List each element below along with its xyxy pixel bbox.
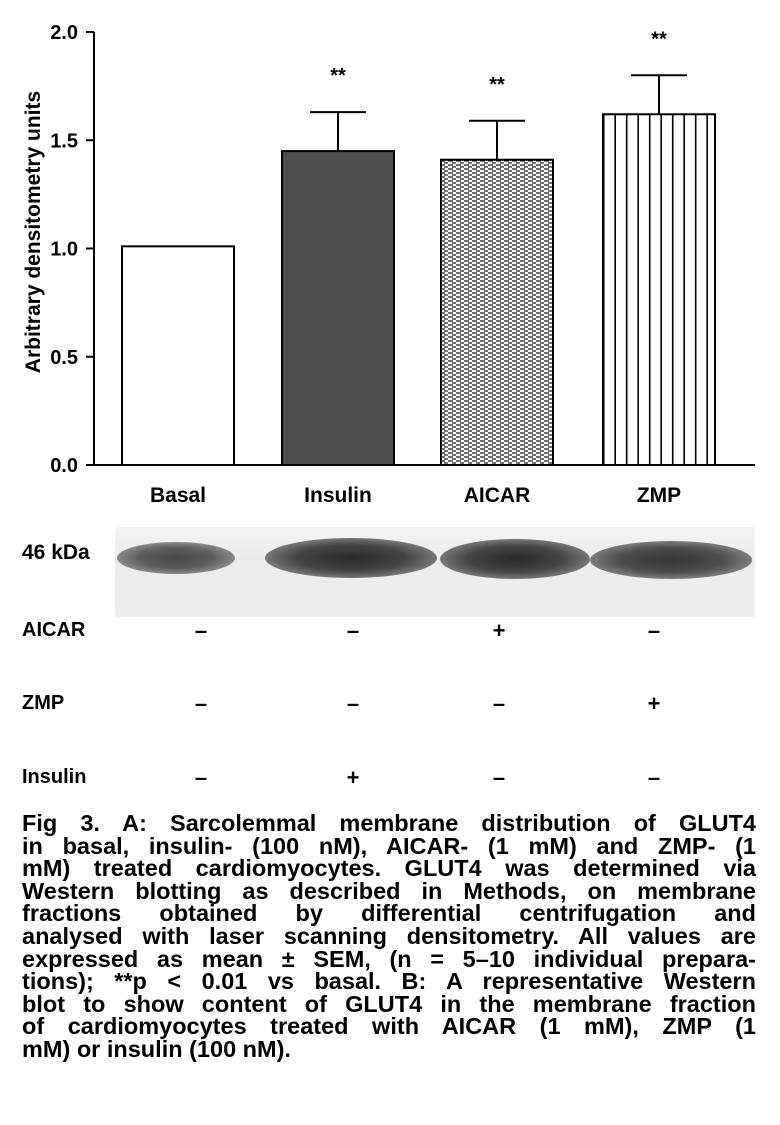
bar-aicar bbox=[441, 160, 553, 465]
caption-line: in basal, insulin- (100 nM), AICAR- (1 mM) and ZMP- (1 bbox=[22, 832, 756, 859]
blot-band-aicar bbox=[440, 539, 590, 579]
blot-band-zmp bbox=[590, 541, 752, 579]
treatment-label-zmp: ZMP bbox=[22, 692, 65, 714]
treatment-sign: – bbox=[346, 618, 360, 643]
y-axis-label: Arbitrary densitometry units bbox=[22, 90, 45, 374]
treatment-sign: – bbox=[647, 765, 661, 790]
caption-line: Western blotting as described in Methods, on membrane bbox=[22, 877, 756, 904]
treatment-label-aicar: AICAR bbox=[22, 619, 86, 641]
caption-line: blot to show content of GLUT4 in the membrane fraction bbox=[22, 990, 756, 1017]
treatment-sign: + bbox=[492, 618, 506, 643]
caption-line: of cardiomyocytes treated with AICAR (1 mM), ZMP (1 bbox=[22, 1013, 756, 1040]
treatment-sign: – bbox=[194, 765, 208, 790]
x-category-label: Basal bbox=[149, 484, 207, 507]
treatment-sign: – bbox=[647, 618, 661, 643]
significance-label: ** bbox=[651, 28, 667, 51]
y-tick-label: 1.0 bbox=[50, 238, 78, 261]
x-category-label: ZMP bbox=[636, 484, 682, 507]
caption-line: analysed with laser scanning densitometry. All values are bbox=[22, 922, 756, 949]
caption-line: fractions obtained by differential centrifugation and bbox=[22, 900, 756, 927]
y-tick-label: 1.5 bbox=[50, 130, 78, 153]
treatment-sign: – bbox=[346, 691, 360, 716]
caption-line: expressed as mean ± SEM, (n = 5–10 individual prepara- bbox=[22, 945, 756, 972]
bar-zmp bbox=[603, 114, 715, 465]
treatment-sign: + bbox=[346, 765, 360, 790]
x-category-label: AICAR bbox=[463, 484, 531, 507]
caption-line: tions); **p < 0.01 vs basal. B: A representative Western bbox=[22, 968, 756, 995]
bar-chart bbox=[0, 0, 780, 520]
significance-label: ** bbox=[330, 65, 346, 88]
figure-caption bbox=[22, 812, 756, 1061]
treatment-sign: – bbox=[194, 618, 208, 643]
y-tick-label: 2.0 bbox=[50, 22, 78, 44]
caption-line: mM) or insulin (100 nM). bbox=[22, 1035, 291, 1062]
y-tick-label: 0.0 bbox=[50, 455, 78, 477]
bar-insulin bbox=[282, 151, 394, 465]
treatment-sign: – bbox=[194, 691, 208, 716]
treatment-sign: – bbox=[492, 691, 506, 716]
bars bbox=[122, 28, 715, 465]
treatment-sign: + bbox=[647, 691, 661, 716]
bar-basal bbox=[122, 246, 234, 465]
molecular-weight-label: 46 kDa bbox=[22, 541, 90, 564]
caption-line: mM) treated cardiomyocytes. GLUT4 was determined via bbox=[22, 855, 756, 882]
y-tick-label: 0.5 bbox=[50, 346, 78, 369]
treatment-sign: – bbox=[492, 765, 506, 790]
blot-band-insulin bbox=[265, 538, 437, 578]
x-category-label: Insulin bbox=[304, 484, 372, 507]
treatment-label-insulin: Insulin bbox=[22, 766, 87, 788]
caption-line: Fig 3. A: Sarcolemmal membrane distribution of GLUT4 bbox=[22, 810, 756, 836]
blot-band-basal bbox=[117, 542, 235, 574]
western-blot-image bbox=[115, 527, 755, 617]
significance-label: ** bbox=[489, 73, 505, 96]
